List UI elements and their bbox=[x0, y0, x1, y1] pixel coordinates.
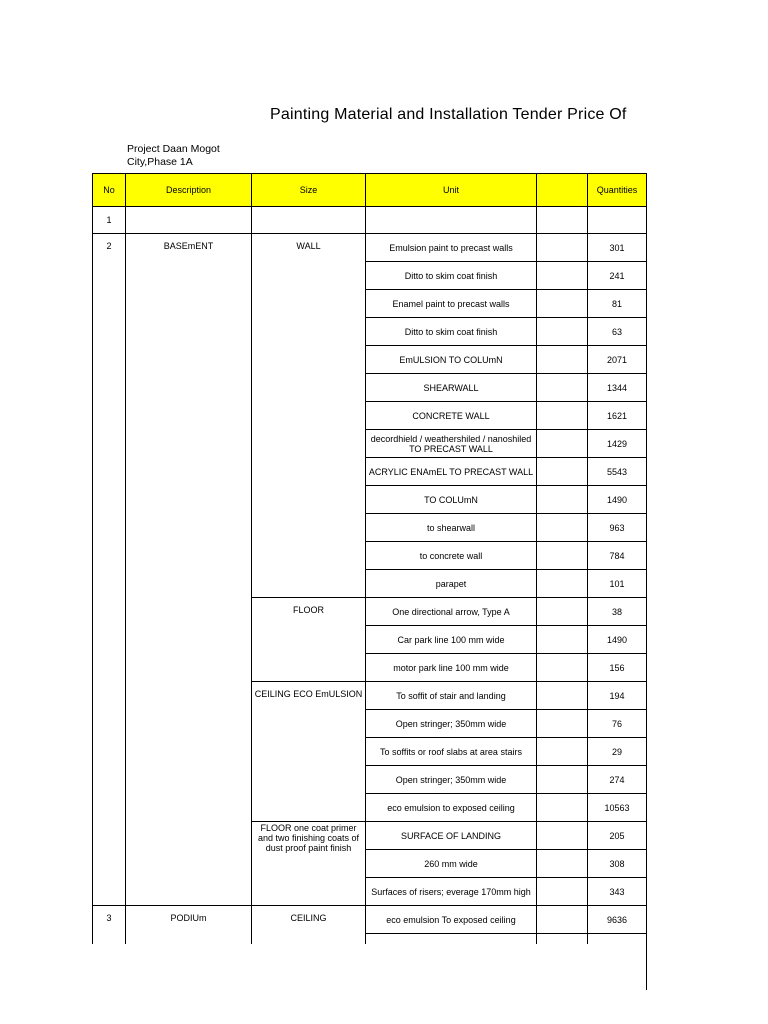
unit-cell: Car park line 100 mm wide bbox=[366, 626, 537, 654]
qty-cell: 241 bbox=[588, 262, 647, 290]
row-no: 2 bbox=[93, 234, 126, 906]
header-row bbox=[93, 174, 647, 207]
qty-cell: 5543 bbox=[588, 458, 647, 486]
header-quantities: Quantities bbox=[588, 174, 647, 207]
unit-cell: ACRYLIC ENAmEL TO PRECAST WALL bbox=[366, 458, 537, 486]
unit-cell: One directional arrow, Type A bbox=[366, 598, 537, 626]
qty-cell: 38 bbox=[588, 598, 647, 626]
row-no: 3 bbox=[93, 906, 126, 990]
unit-cell: CONCRETE WALL bbox=[366, 402, 537, 430]
unit-cell: to shearwall bbox=[366, 514, 537, 542]
qty-cell: 9636 bbox=[588, 906, 647, 934]
qty-cell: 101 bbox=[588, 570, 647, 598]
qty-cell: 2071 bbox=[588, 346, 647, 374]
header-blank bbox=[537, 174, 588, 207]
qty-cell: 963 bbox=[588, 514, 647, 542]
row-no: 1 bbox=[93, 207, 126, 234]
header-size: Size bbox=[252, 174, 366, 207]
qty-cell: 784 bbox=[588, 542, 647, 570]
unit-cell: Ditto to skim coat finish bbox=[366, 318, 537, 346]
qty-cell: 1490 bbox=[588, 486, 647, 514]
unit-cell: TO COLUmN bbox=[366, 486, 537, 514]
qty-cell: 1344 bbox=[588, 374, 647, 402]
unit-cell: parapet bbox=[366, 570, 537, 598]
unit-cell: to concrete wall bbox=[366, 542, 537, 570]
size-cell: WALL bbox=[252, 234, 366, 598]
qty-cell: 308 bbox=[588, 850, 647, 878]
qty-cell: 194 bbox=[588, 682, 647, 710]
qty-cell: 274 bbox=[588, 766, 647, 794]
header-description: Description bbox=[126, 174, 252, 207]
project-line-2: City,Phase 1A bbox=[127, 156, 193, 168]
table-row bbox=[93, 207, 647, 234]
qty-cell: 1429 bbox=[588, 430, 647, 458]
unit-cell: Ditto to skim coat finish bbox=[366, 262, 537, 290]
size-cell: CEILING bbox=[252, 906, 366, 990]
row-description: BASEmENT bbox=[126, 234, 252, 906]
table-row bbox=[93, 234, 647, 262]
qty-cell: 205 bbox=[588, 822, 647, 850]
unit-cell: 260 mm wide bbox=[366, 850, 537, 878]
qty-cell: 343 bbox=[588, 878, 647, 906]
row-description: PODIUm bbox=[126, 906, 252, 990]
unit-cell: To soffit of stair and landing bbox=[366, 682, 537, 710]
header-no: No bbox=[93, 174, 126, 207]
size-cell: CEILING ECO EmULSION bbox=[252, 682, 366, 822]
qty-cell: 81 bbox=[588, 290, 647, 318]
tender-price-table bbox=[92, 173, 647, 990]
unit-cell: To soffits or roof slabs at area stairs bbox=[366, 738, 537, 766]
qty-cell: 156 bbox=[588, 654, 647, 682]
unit-cell: decordhield / weathershiled / nanoshiled TO PRECAST WALL bbox=[366, 430, 537, 458]
unit-cell: Emulsion paint to precast walls bbox=[366, 234, 537, 262]
project-line-1: Project Daan Mogot bbox=[127, 143, 220, 155]
unit-cell: eco emulsion To exposed ceiling bbox=[366, 906, 537, 934]
qty-cell: 10563 bbox=[588, 794, 647, 822]
table-row bbox=[93, 906, 647, 934]
unit-cell: Open stringer; 350mm wide bbox=[366, 710, 537, 738]
unit-cell: eco emulsion to exposed ceiling bbox=[366, 794, 537, 822]
size-cell: FLOOR one coat primer and two finishing coats of dust proof paint finish bbox=[252, 822, 366, 906]
qty-cell: 29 bbox=[588, 738, 647, 766]
unit-cell: EmULSION TO COLUmN bbox=[366, 346, 537, 374]
unit-cell: Enamel paint to precast walls bbox=[366, 290, 537, 318]
qty-cell: 63 bbox=[588, 318, 647, 346]
unit-cell: Open stringer; 350mm wide bbox=[366, 766, 537, 794]
qty-cell: 301 bbox=[588, 234, 647, 262]
size-cell: FLOOR bbox=[252, 598, 366, 682]
qty-cell: 76 bbox=[588, 710, 647, 738]
unit-cell: SHEARWALL bbox=[366, 374, 537, 402]
project-name bbox=[127, 143, 220, 169]
header-unit: Unit bbox=[366, 174, 537, 207]
document-title: Painting Material and Installation Tender Price Of bbox=[270, 106, 627, 123]
qty-cell: 1621 bbox=[588, 402, 647, 430]
unit-cell: motor park line 100 mm wide bbox=[366, 654, 537, 682]
unit-cell: Surfaces of risers; everage 170mm high bbox=[366, 878, 537, 906]
qty-cell: 1490 bbox=[588, 626, 647, 654]
page-bottom-mask bbox=[92, 944, 646, 1024]
unit-cell: SURFACE OF LANDING bbox=[366, 822, 537, 850]
